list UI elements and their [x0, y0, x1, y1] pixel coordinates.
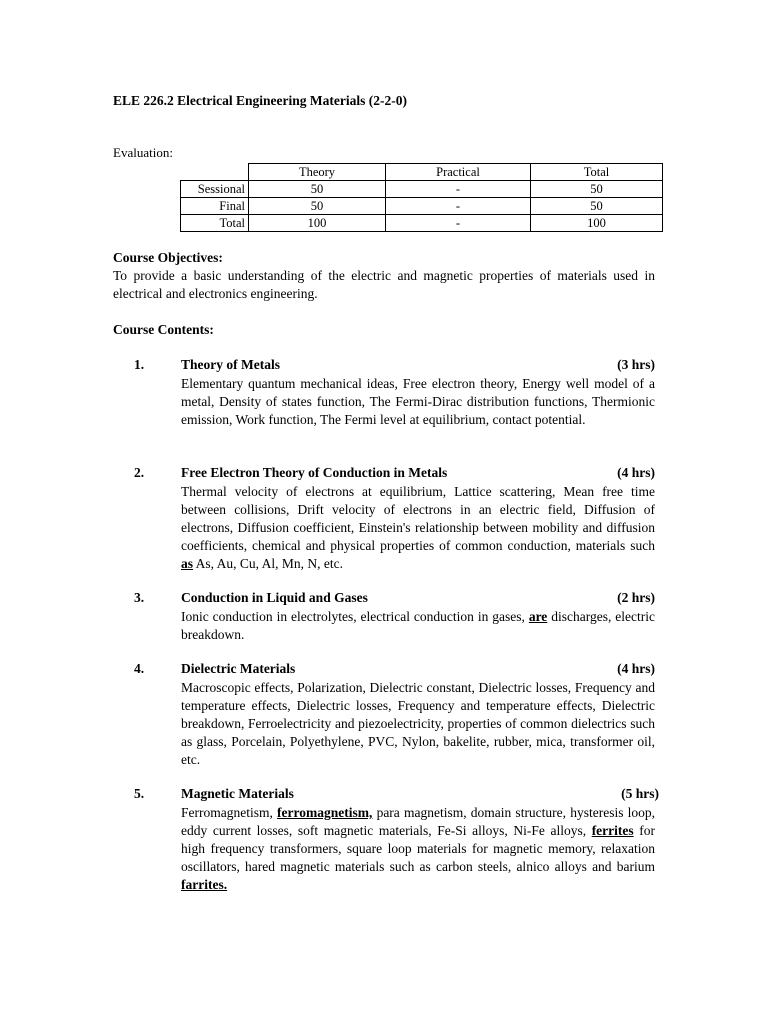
- desc-text: Ferromagnetism,: [181, 805, 278, 820]
- course-title: ELE 226.2 Electrical Engineering Materials (2-2-0): [113, 93, 407, 108]
- table-row: [181, 215, 663, 232]
- underlined-term: ferrites: [591, 823, 634, 838]
- table-cell: 100: [249, 215, 386, 232]
- desc-text: Macroscopic effects, Polarization, Dielectric constant, Dielectric losses, Frequency and temperature effects, Dielectric losses, Frequency and temperature effects, Dielectric breakdown, Ferroelectricity and piezoelectricity, properties of common dielectrics such as glass, Porcelain, Polyethylene, PVC, Nylon, bakelite, rubber, mica, transformer oil, etc.: [181, 680, 655, 767]
- table-cell: 50: [249, 198, 386, 215]
- desc-text: Elementary quantum mechanical ideas, Free electron theory, Energy well model of a metal, Density of states function, The Fermi-Dirac distribution functions, Thermionic emission, Work function, The Fermi level at equilibrium, contact potential.: [181, 376, 655, 427]
- item-title: Dielectric Materials: [181, 661, 296, 676]
- item-description: [181, 679, 655, 769]
- item-title: Theory of Metals: [181, 357, 280, 372]
- objectives-text: To provide a basic understanding of the electric and magnetic properties of materials used in electrical and electronics engineering.: [113, 268, 655, 301]
- item-description: [181, 804, 655, 894]
- evaluation-table: [180, 163, 663, 232]
- table-header-total: Total: [531, 164, 663, 181]
- table-header-theory: Theory: [249, 164, 386, 181]
- underlined-term: as: [181, 556, 194, 571]
- item-title: Free Electron Theory of Conduction in Metals: [181, 465, 448, 480]
- evaluation-label: Evaluation:: [113, 145, 173, 160]
- underlined-term: are: [528, 609, 548, 624]
- desc-text: para magnetism, domain structure, hysteresis loop, eddy current losses, soft magnetic materials, Fe-Si alloys, Ni-Fe alloys,: [181, 805, 656, 838]
- underlined-term: farrites.: [181, 877, 228, 892]
- item-number: 5.: [134, 786, 145, 801]
- item-number: 2.: [134, 465, 145, 480]
- desc-text: As, Au, Cu, Al, Mn, N, etc.: [193, 556, 344, 571]
- table-cell: 100: [531, 215, 663, 232]
- row-label: Final: [181, 198, 249, 215]
- item-hours: (3 hrs): [617, 357, 655, 372]
- desc-text: Ionic conduction in electrolytes, electrical conduction in gases,: [181, 609, 529, 624]
- contents-heading: Course Contents:: [113, 322, 214, 337]
- item-number: 3.: [134, 590, 145, 605]
- item-number: 1.: [134, 357, 145, 372]
- desc-text: for high frequency transformers, square loop materials for magnetic memory, relaxation oscillators, hared magnetic materials such as carbon steels, alnico alloys and barium: [181, 823, 655, 874]
- table-header-practical: Practical: [386, 164, 531, 181]
- item-hours: (5 hrs): [621, 786, 659, 801]
- table-cell: 50: [531, 198, 663, 215]
- table-cell: 50: [531, 181, 663, 198]
- table-cell: -: [386, 215, 531, 232]
- table-header-row: [181, 164, 663, 181]
- table-row: [181, 181, 663, 198]
- table-row: [181, 198, 663, 215]
- item-hours: (4 hrs): [617, 465, 655, 480]
- item-description: [181, 483, 655, 573]
- table-cell: -: [386, 198, 531, 215]
- desc-text: Thermal velocity of electrons at equilibrium, Lattice scattering, Mean free time between collisions, Drift velocity of electrons in an electric field, Diffusion of electrons, Diffusion coefficient, Einstein's relationship between mobility and diffusion coefficients, chemical and physical properties of common conduction, materials such: [181, 484, 655, 553]
- item-description: [181, 375, 655, 429]
- item-description: [181, 608, 655, 644]
- row-label: Sessional: [181, 181, 249, 198]
- item-title: Conduction in Liquid and Gases: [181, 590, 368, 605]
- table-cell: -: [386, 181, 531, 198]
- item-number: 4.: [134, 661, 145, 676]
- table-corner-cell: [181, 164, 249, 181]
- underlined-term: ferromagnetism,: [277, 805, 373, 820]
- item-hours: (4 hrs): [617, 661, 655, 676]
- item-hours: (2 hrs): [617, 590, 655, 605]
- desc-text: discharges, electric breakdown.: [181, 609, 655, 642]
- objectives-heading: Course Objectives:: [113, 250, 223, 265]
- row-label: Total: [181, 215, 249, 232]
- table-cell: 50: [249, 181, 386, 198]
- item-title: Magnetic Materials: [181, 786, 294, 801]
